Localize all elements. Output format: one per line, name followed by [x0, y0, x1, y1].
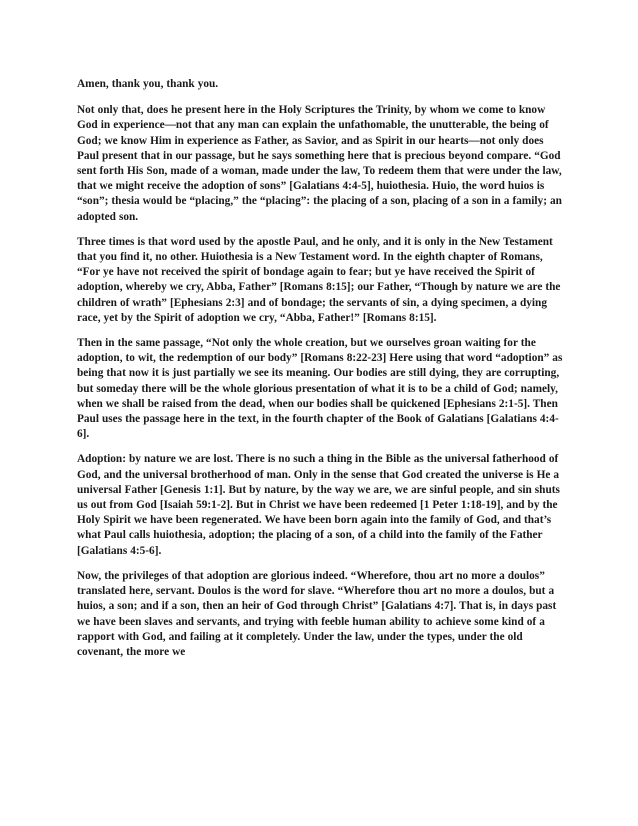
paragraph-6: Now, the privileges of that adoption are glorious indeed. “Wherefore, thou art no more a doulos” translated here, servant. Doulos is the word for slave. “Wherefore thou art no more a doulos, but a huios, a son; and if a son, then an heir of God through Christ” [Galatians 4:7]. That is, in days past we have been slaves and servants, and trying with feeble human ability to achieve some kind of a rapport with God, and failing at it completely. Under the law, under the types, under the old covenant, the more we: [77, 569, 557, 658]
paragraph-2: Not only that, does he present here in the Holy Scriptures the Trinity, by whom we come to know God in experience—not that any man can explain the unfathomable, the unutterable, the being of God; we know Him in experience as Father, as Savior, and as Spirit in our hearts—not only does Paul present that in our passage, but he says something here that is precious beyond compare. “God sent forth His Son, made of a woman, made under the law, To redeem them that were under the law, that we might receive the adoption of sons” [Galatians 4:4-5], huiothesia. Huio, the word huios is “son”; thesia would be “placing,” the “placing”: the placing of a son, placing of a son in a family; an adopted son.: [77, 104, 562, 223]
paragraph-4: Then in the same passage, “Not only the whole creation, but we ourselves groan waiting for the adoption, to wit, the redemption of our body” [Romans 8:22-23] Here using that word “adoption” as being that now it is just partially we see its meaning. Our bodies are still dying, they are corrupting, but someday there will be the whole glorious presentation of what it is to be a child of God; namely, when we shall be raised from the dead, when our bodies shall be quickened [Ephesians 2:1-5]. Then Paul uses the passage here in the text, in the fourth chapter of the Book of Galatians [Galatians 4:4-6].: [77, 337, 563, 441]
paragraph-3: Three times is that word used by the apostle Paul, and he only, and it is only in the New Testament that you find it, no other. Huiothesia is a New Testament word. In the eighth chapter of Romans, “For ye have not received the spirit of bondage again to fear; but ye have received the Spirit of adoption, whereby we cry, Abba, Father” [Romans 8:15]; our Father, “Though by nature we are the children of wrath” [Ephesians 2:3] and of bondage; the servants of sin, a dying specimen, a dying race, yet by the Spirit of adoption we cry, “Abba, Father!” [Romans 8:15].: [77, 235, 561, 324]
paragraph-1: Amen, thank you, thank you.: [77, 78, 219, 90]
document-body: [77, 77, 563, 670]
paragraph-5: Adoption: by nature we are lost. There is no such a thing in the Bible as the universal fatherhood of God, and the universal brotherhood of man. Only in the sense that God created the universe is He a universal Father [Genesis 1:1]. But by nature, by the way we are, we are sinful people, and sin shuts us out from God [Isaiah 59:1-2]. But in Christ we have been redeemed [1 Peter 1:18-19], and by the Holy Spirit we have been regenerated. We have been born again into the family of God, and that’s what Paul calls huiothesia, adoption; the placing of a son, of a child into the family of the Father [Galatians 4:5-6].: [77, 453, 560, 557]
